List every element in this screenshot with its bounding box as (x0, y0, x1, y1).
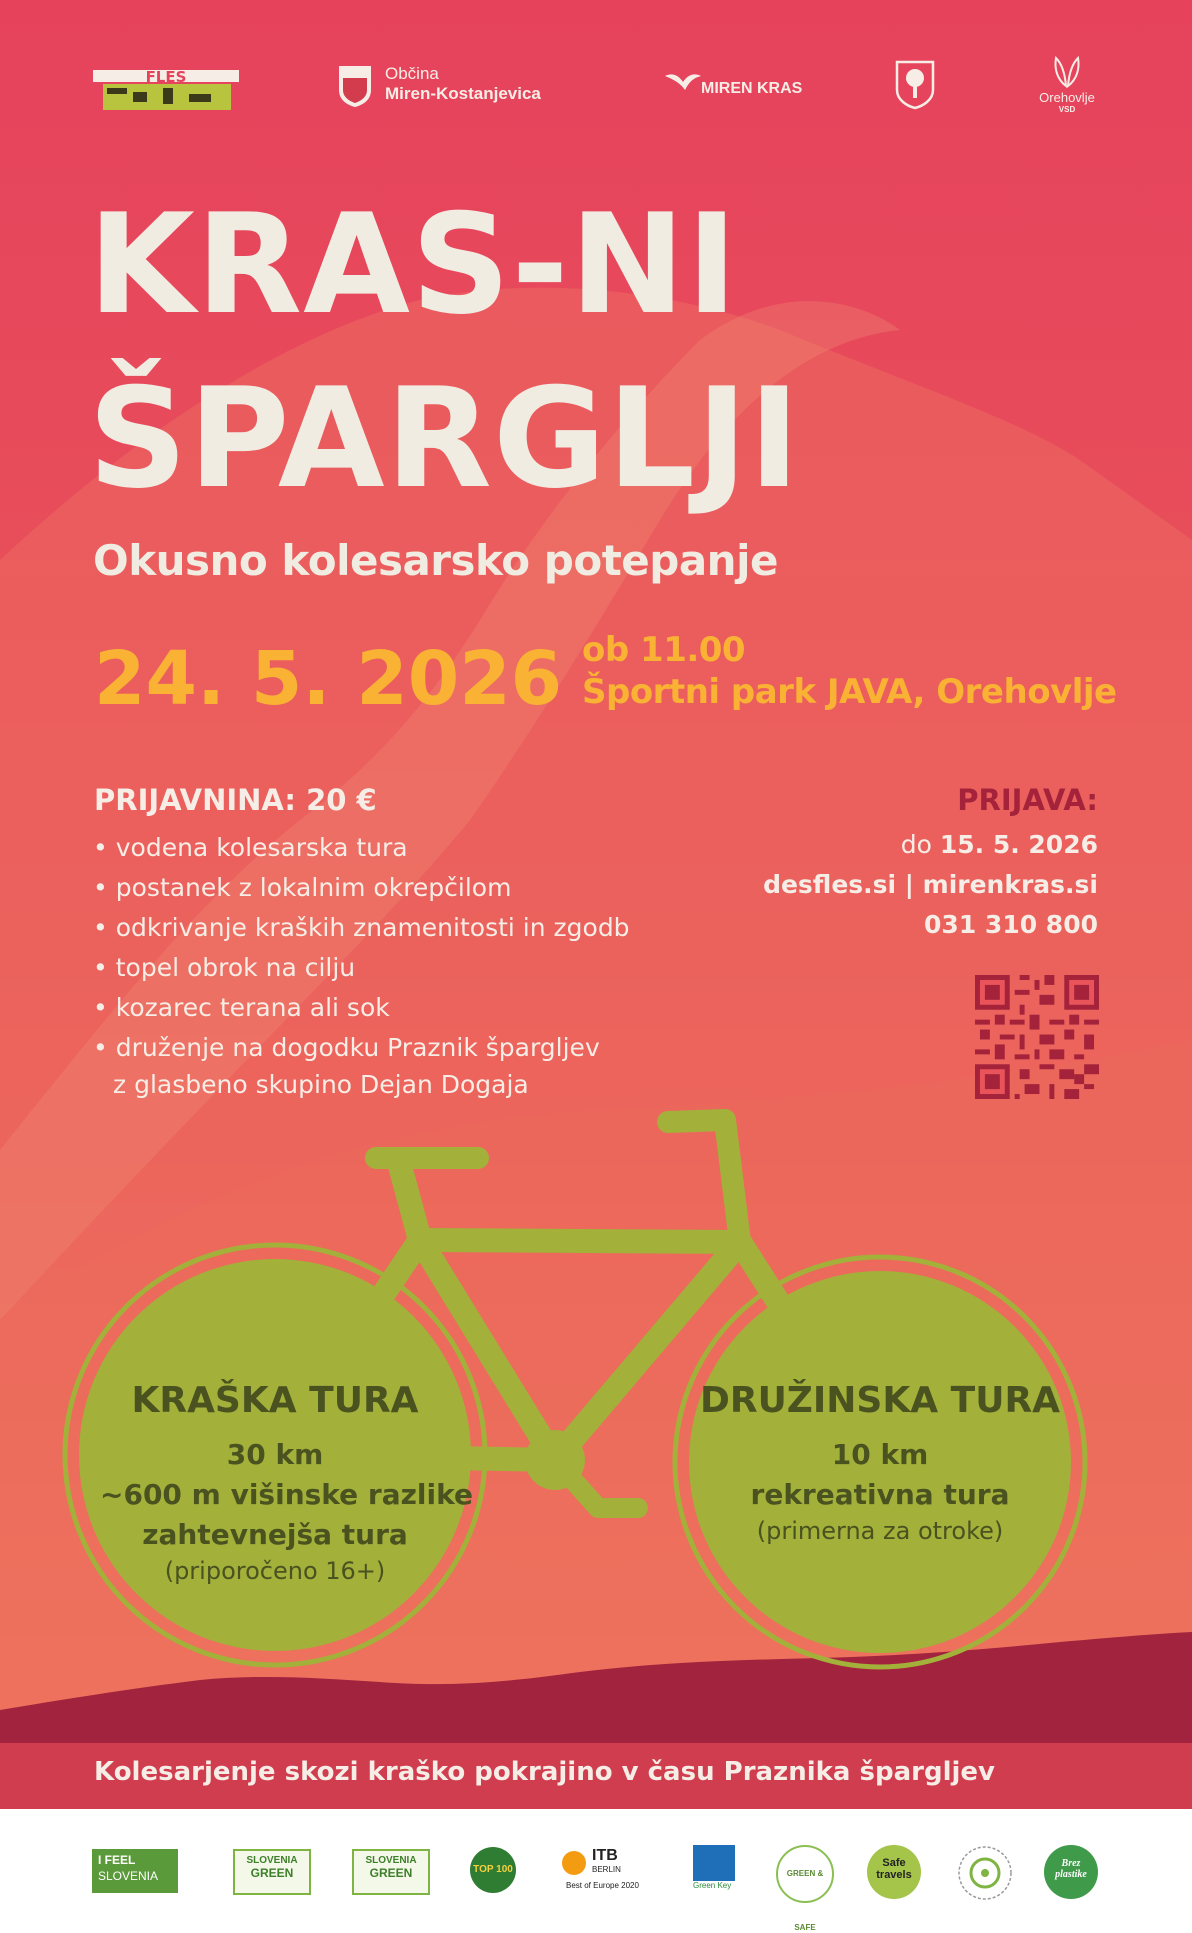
orehovlje-sub: VSD (1058, 105, 1076, 114)
brez-line1: Brez (1061, 1858, 1081, 1869)
fee: PRIJAVNINA: 20 € (94, 783, 377, 817)
obcina-name: Miren-Kostanjevica (385, 84, 541, 103)
event-time: ob 11.00 (582, 630, 746, 670)
feature-text: druženje na dogodku Praznik špargljev (115, 1033, 600, 1062)
tour-left-title: KRAŠKA TURA (131, 1380, 419, 1421)
orehovlje-label: Orehovlje (1039, 90, 1095, 105)
safe-travels-line2: travels (876, 1869, 912, 1881)
slovenia-green-attraction-logo (352, 1849, 430, 1895)
feature-item (93, 1028, 630, 1102)
bullet: • (93, 993, 108, 1022)
tree-crest-icon (895, 60, 935, 110)
registration-deadline (901, 830, 1098, 859)
brez-line2: plastike (1055, 1869, 1087, 1880)
tour-right-title: DRUŽINSKA TURA (699, 1380, 1061, 1421)
bullet: • (93, 1033, 108, 1062)
greenkey-label: Green Key (693, 1881, 732, 1890)
brez-plastike-logo (1044, 1845, 1098, 1899)
sg2-line1: SLOVENIA (365, 1855, 417, 1866)
crank-hub (525, 1430, 585, 1490)
deadline-date: 15. 5. 2026 (939, 830, 1098, 859)
feature-text: kozarec terana ali sok (115, 993, 390, 1022)
miren-kras-label: MIREN KRAS (701, 80, 803, 97)
qr-code[interactable] (975, 975, 1099, 1099)
feature-item (93, 988, 630, 1028)
ifeel-line1: I FEEL (98, 1853, 136, 1867)
registration-websites[interactable]: desfles.si | mirenkras.si (763, 870, 1098, 899)
registration-phone[interactable]: 031 310 800 (924, 910, 1098, 939)
itb-berlin-logo (562, 1847, 652, 1895)
title-line-2: ŠPARGLJI (88, 358, 801, 519)
obcina-label: Občina (385, 64, 439, 83)
tree-crest-logo (895, 60, 935, 114)
sg1-line2: GREEN (250, 1866, 294, 1880)
tour-left-difficulty: zahtevnejša tura (142, 1518, 408, 1551)
coat-of-arms-icon (337, 64, 373, 108)
ifeel-line2: SLOVENIA (98, 1869, 159, 1883)
event-location: Športni park JAVA, Orehovlje (582, 672, 1117, 712)
green-key-logo (693, 1845, 735, 1897)
bullet: • (93, 873, 108, 902)
bullet: • (93, 953, 108, 982)
subtitle: Okusno kolesarsko potepanje (93, 536, 778, 585)
feature-text: postanek z lokalnim okrepčilom (115, 873, 512, 902)
feature-item (93, 908, 630, 948)
deadline-prefix: do (900, 830, 932, 859)
tour-right (690, 1380, 1070, 1547)
itb-line2: BERLIN (592, 1865, 621, 1874)
partner-logos (0, 1809, 1192, 1933)
green-and-safe-logo: GREEN & SAFE (776, 1845, 834, 1903)
feature-list (93, 828, 630, 1102)
feature-text-continued: z glasbeno skupino Dejan Dogaja (113, 1070, 529, 1099)
tour-left-distance: 30 km (226, 1438, 324, 1471)
fles-logo-icon (93, 66, 239, 112)
key-icon (693, 1845, 735, 1881)
feature-item (93, 868, 630, 908)
svg-text:FLEŠ: FLEŠ (145, 68, 187, 86)
safe-travels-line1: Safe (882, 1857, 906, 1869)
i-feel-slovenia-logo (92, 1849, 178, 1893)
orehovlje-logo (1035, 56, 1099, 114)
feature-text: vodena kolesarska tura (115, 833, 408, 862)
globe-icon (562, 1851, 586, 1875)
slovenia-green-logo (233, 1849, 311, 1895)
bullet: • (93, 833, 108, 862)
tour-left-elevation: ~600 m višinske razlike (100, 1478, 473, 1511)
tour-right-distance: 10 km (831, 1438, 929, 1471)
certification-badge-icon (957, 1845, 1013, 1901)
tour-right-type: rekreativna tura (750, 1478, 1010, 1511)
title-line-1: KRAS-NI (88, 184, 739, 345)
fles-logo (93, 66, 239, 117)
sg2-line2: GREEN (369, 1866, 413, 1880)
event-date: 24. 5. 2026 (94, 636, 563, 722)
registration-title: PRIJAVA: (957, 783, 1098, 817)
feature-text: odkrivanje kraških znamenitosti in zgodb (115, 913, 630, 942)
safe-travels-logo (867, 1845, 921, 1899)
footer-text: Kolesarjenje skozi kraško pokrajino v času Praznika špargljev (94, 1757, 995, 1787)
feature-item (93, 948, 630, 988)
butterfly-icon (1052, 56, 1082, 90)
itb-line1: ITB (592, 1847, 618, 1864)
feature-text: topel obrok na cilju (115, 953, 356, 982)
top-100-logo: TOP 100 (470, 1847, 516, 1893)
bird-icon (663, 68, 703, 98)
tour-left-note: (priporočeno 16+) (164, 1557, 386, 1585)
itb-line3: Best of Europe 2020 (566, 1881, 639, 1890)
bullet: • (93, 913, 108, 942)
tour-right-note: (primerna za otroke) (756, 1517, 1004, 1545)
tour-left (100, 1380, 473, 1587)
feature-item (93, 828, 630, 868)
sg1-line1: SLOVENIA (246, 1855, 298, 1866)
